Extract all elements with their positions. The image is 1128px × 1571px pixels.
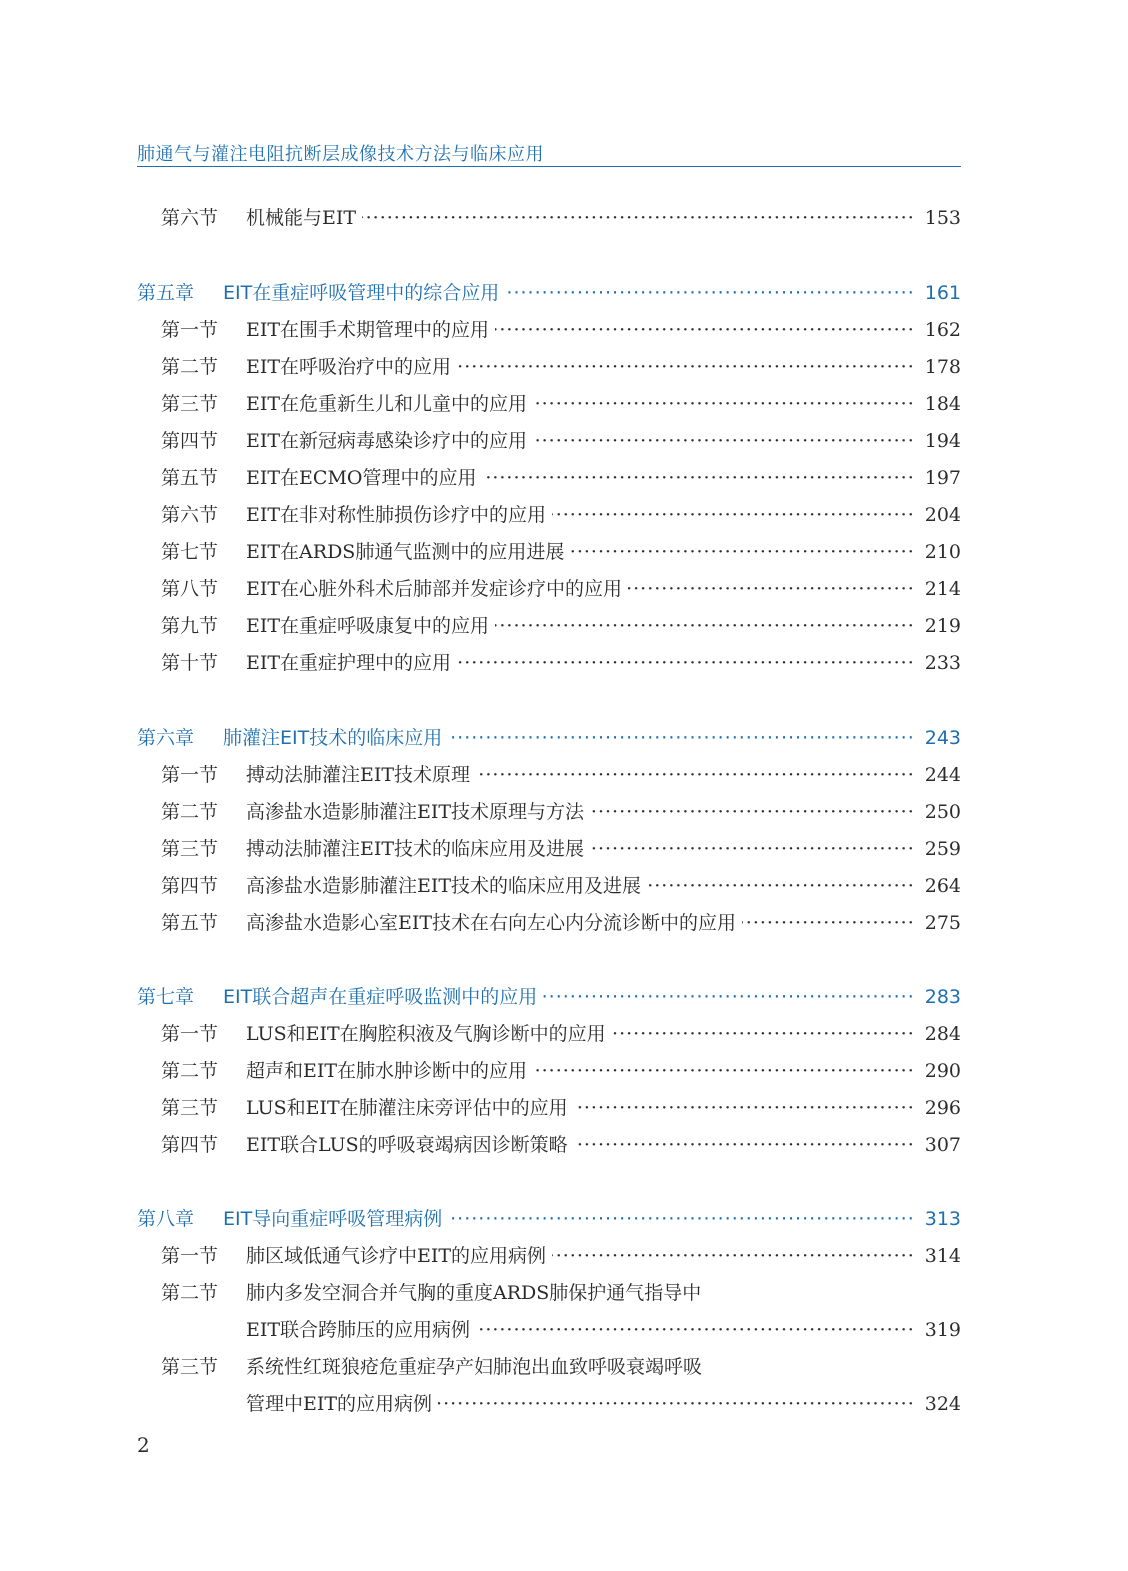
- leader-dots: [628, 574, 915, 604]
- section-label: 第十节: [161, 652, 219, 674]
- page-ref: 162: [924, 319, 961, 341]
- chapter-label: 第五章: [137, 282, 195, 304]
- toc-section-row[interactable]: [0, 352, 1128, 382]
- header-rule: [137, 166, 961, 167]
- running-header: 肺通气与灌注电阻抗断层成像技术方法与临床应用: [137, 144, 544, 165]
- leader-dots: [590, 834, 915, 864]
- section-label: 第二节: [161, 1282, 219, 1304]
- page-ref: 153: [924, 207, 961, 229]
- toc-section-row[interactable]: [0, 1315, 1128, 1345]
- section-title: EIT在新冠病毒感染诊疗中的应用: [246, 430, 528, 452]
- section-label: 第四节: [161, 430, 219, 452]
- toc-chapter-row[interactable]: [0, 1204, 1128, 1234]
- page-ref: 314: [924, 1245, 961, 1267]
- toc-section-row[interactable]: [0, 760, 1128, 790]
- section-label: 第二节: [161, 801, 219, 823]
- page-ref: 290: [924, 1060, 961, 1082]
- chapter-label: 第七章: [137, 986, 195, 1008]
- section-label: 第一节: [161, 1023, 219, 1045]
- section-title: EIT在心脏外科术后肺部并发症诊疗中的应用: [246, 578, 623, 600]
- section-title: 高渗盐水造影心室EIT技术在右向左心内分流诊断中的应用: [246, 912, 737, 934]
- leader-dots: [448, 723, 915, 753]
- leader-dots: [438, 1389, 915, 1419]
- page-ref: 307: [924, 1134, 961, 1156]
- section-label: 第三节: [161, 838, 219, 860]
- chapter-label: 第八章: [137, 1208, 195, 1230]
- leader-dots: [543, 982, 915, 1012]
- toc-section-row[interactable]: [0, 537, 1128, 567]
- section-title: 肺内多发空洞合并气胸的重度ARDS肺保护通气指导中: [246, 1282, 702, 1304]
- section-label: 第七节: [161, 541, 219, 563]
- toc-section-row[interactable]: [0, 389, 1128, 419]
- page-ref: 161: [924, 282, 961, 304]
- toc-section-row[interactable]: [0, 1278, 1128, 1308]
- leader-dots: [612, 1019, 915, 1049]
- leader-dots: [552, 1241, 915, 1271]
- leader-dots: [457, 648, 915, 678]
- chapter-title: 肺灌注EIT技术的临床应用: [223, 727, 443, 749]
- leader-dots: [570, 537, 914, 567]
- section-label: 第一节: [161, 764, 219, 786]
- toc-section-row[interactable]: [0, 1019, 1128, 1049]
- toc-section-row[interactable]: [0, 315, 1128, 345]
- toc-section-row[interactable]: [0, 834, 1128, 864]
- page-ref: 197: [924, 467, 961, 489]
- leader-dots: [574, 1130, 915, 1160]
- section-label: 第六节: [161, 207, 219, 229]
- section-title: EIT在ECMO管理中的应用: [246, 467, 477, 489]
- page-ref: 250: [924, 801, 961, 823]
- page-ref: 264: [924, 875, 961, 897]
- section-title: EIT在呼吸治疗中的应用: [246, 356, 452, 378]
- page-ref: 283: [924, 986, 961, 1008]
- section-title: 高渗盐水造影肺灌注EIT技术的临床应用及进展: [246, 875, 642, 897]
- leader-dots: [495, 611, 915, 641]
- section-label: 第一节: [161, 1245, 219, 1267]
- page-ref: 296: [924, 1097, 961, 1119]
- section-title: 管理中EIT的应用病例: [246, 1393, 433, 1415]
- section-label: 第一节: [161, 319, 219, 341]
- page-ref: 233: [924, 652, 961, 674]
- toc-section-row[interactable]: [0, 1389, 1128, 1419]
- chapter-label: 第六章: [137, 727, 195, 749]
- section-title: 搏动法肺灌注EIT技术的临床应用及进展: [246, 838, 585, 860]
- page-number: 2: [137, 1433, 150, 1457]
- toc-section-row[interactable]: [0, 1130, 1128, 1160]
- section-title: EIT在ARDS肺通气监测中的应用进展: [246, 541, 565, 563]
- toc-section-row[interactable]: [0, 1241, 1128, 1271]
- leader-dots: [457, 352, 915, 382]
- toc-section-row[interactable]: [0, 871, 1128, 901]
- section-label: 第三节: [161, 1356, 219, 1378]
- page-ref: 204: [924, 504, 961, 526]
- leader-dots: [590, 797, 915, 827]
- chapter-title: EIT联合超声在重症呼吸监测中的应用: [223, 986, 538, 1008]
- section-label: 第九节: [161, 615, 219, 637]
- toc-chapter-row[interactable]: [0, 278, 1128, 308]
- page-ref: 243: [924, 727, 961, 749]
- toc-section-row[interactable]: [0, 574, 1128, 604]
- page-ref: 210: [924, 541, 961, 563]
- leader-dots: [476, 1315, 915, 1345]
- page-ref: 184: [924, 393, 961, 415]
- toc-section-row[interactable]: [0, 1056, 1128, 1086]
- toc-section-row[interactable]: [0, 203, 1128, 233]
- toc-section-row[interactable]: [0, 1352, 1128, 1382]
- leader-dots: [574, 1093, 915, 1123]
- page-ref: 319: [924, 1319, 961, 1341]
- section-title: EIT在重症护理中的应用: [246, 652, 452, 674]
- leader-dots: [533, 1056, 915, 1086]
- toc-section-row[interactable]: [0, 797, 1128, 827]
- section-title: EIT在重症呼吸康复中的应用: [246, 615, 490, 637]
- section-label: 第二节: [161, 356, 219, 378]
- section-label: 第四节: [161, 875, 219, 897]
- leader-dots: [448, 1204, 915, 1234]
- page-ref: 313: [924, 1208, 961, 1230]
- toc-chapter-row[interactable]: [0, 723, 1128, 753]
- section-title: 系统性红斑狼疮危重症孕产妇肺泡出血致呼吸衰竭呼吸: [246, 1356, 703, 1378]
- chapter-title: EIT在重症呼吸管理中的综合应用: [223, 282, 500, 304]
- page-ref: 324: [924, 1393, 961, 1415]
- toc-section-row[interactable]: [0, 908, 1128, 938]
- toc-section-row[interactable]: [0, 648, 1128, 678]
- section-title: EIT联合跨肺压的应用病例: [246, 1319, 471, 1341]
- page-ref: 214: [924, 578, 961, 600]
- toc-section-row[interactable]: [0, 500, 1128, 530]
- leader-dots: [362, 203, 915, 233]
- toc-chapter-row[interactable]: [0, 982, 1128, 1012]
- page-ref: 219: [924, 615, 961, 637]
- page-ref: 194: [924, 430, 961, 452]
- section-label: 第五节: [161, 912, 219, 934]
- leader-dots: [647, 871, 915, 901]
- section-label: 第三节: [161, 393, 219, 415]
- page-ref: 284: [924, 1023, 961, 1045]
- leader-dots: [533, 389, 915, 419]
- section-label: 第二节: [161, 1060, 219, 1082]
- toc-section-row[interactable]: [0, 1093, 1128, 1123]
- section-title: EIT联合LUS的呼吸衰竭病因诊断策略: [246, 1134, 568, 1156]
- section-title: 机械能与EIT: [246, 207, 357, 229]
- section-title: 超声和EIT在肺水肿诊断中的应用: [246, 1060, 528, 1082]
- leader-dots: [552, 500, 915, 530]
- section-title: LUS和EIT在肺灌注床旁评估中的应用: [246, 1097, 568, 1119]
- toc-section-row[interactable]: [0, 463, 1128, 493]
- page-ref: 275: [924, 912, 961, 934]
- section-label: 第四节: [161, 1134, 219, 1156]
- section-title: 高渗盐水造影肺灌注EIT技术原理与方法: [246, 801, 585, 823]
- section-title: LUS和EIT在胸腔积液及气胸诊断中的应用: [246, 1023, 606, 1045]
- toc-section-row[interactable]: [0, 611, 1128, 641]
- page-ref: 259: [924, 838, 961, 860]
- page-ref: 178: [924, 356, 961, 378]
- section-title: EIT在非对称性肺损伤诊疗中的应用: [246, 504, 547, 526]
- section-label: 第六节: [161, 504, 219, 526]
- section-label: 第八节: [161, 578, 219, 600]
- section-title: EIT在围手术期管理中的应用: [246, 319, 490, 341]
- chapter-title: EIT导向重症呼吸管理病例: [223, 1208, 443, 1230]
- section-label: 第三节: [161, 1097, 219, 1119]
- leader-dots: [533, 426, 915, 456]
- toc-section-row[interactable]: [0, 426, 1128, 456]
- page-ref: 244: [924, 764, 961, 786]
- section-title: 搏动法肺灌注EIT技术原理: [246, 764, 471, 786]
- leader-dots: [742, 908, 915, 938]
- section-title: EIT在危重新生儿和儿童中的应用: [246, 393, 528, 415]
- leader-dots: [476, 760, 915, 790]
- leader-dots: [483, 463, 915, 493]
- section-label: 第五节: [161, 467, 219, 489]
- leader-dots: [505, 278, 915, 308]
- section-title: 肺区域低通气诊疗中EIT的应用病例: [246, 1245, 547, 1267]
- leader-dots: [495, 315, 915, 345]
